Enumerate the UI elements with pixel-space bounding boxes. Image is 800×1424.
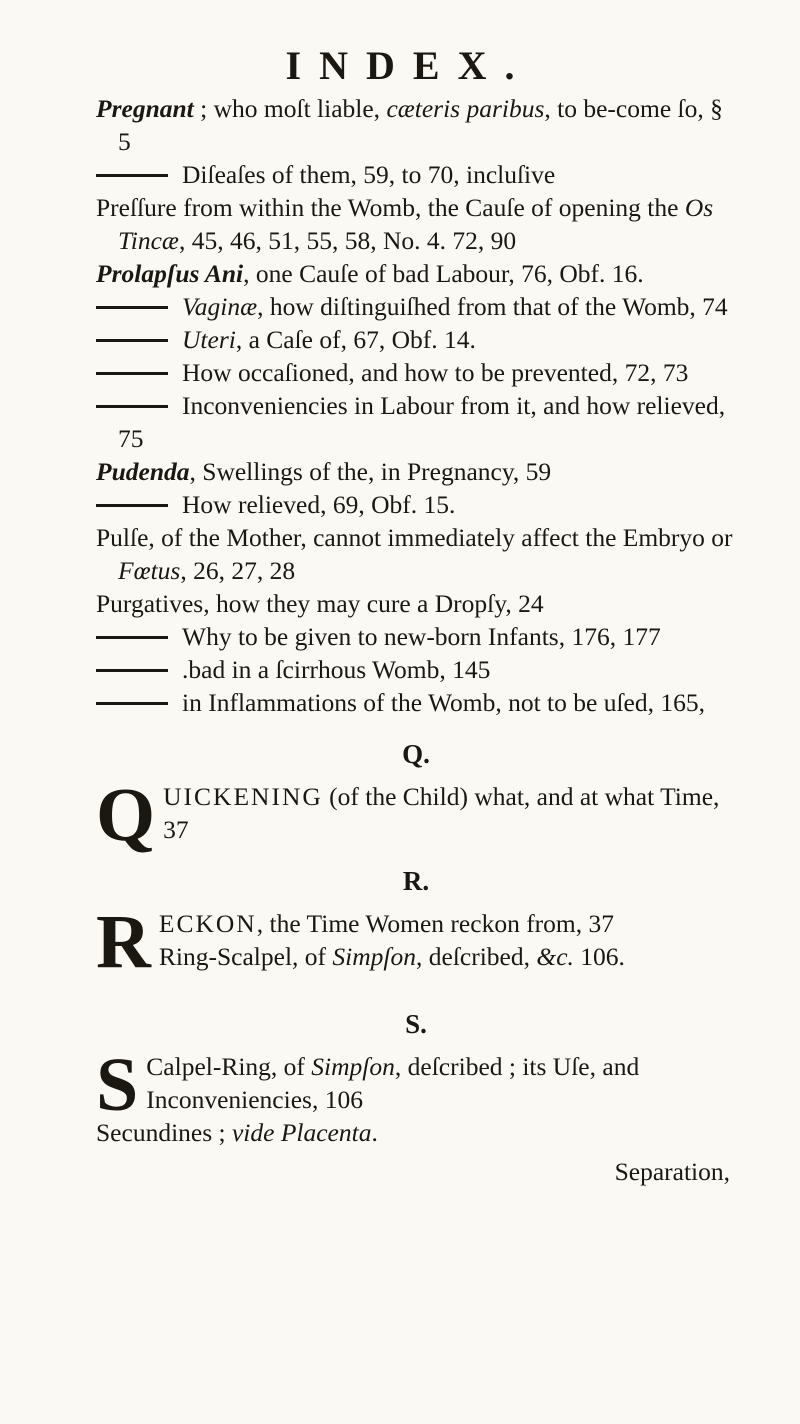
entry-inflammations: in Inflammations of the Womb, not to be uſed, 165,: [96, 686, 736, 719]
entry-inconveniencies: Inconveniencies in Labour from it, and how relieved, 75: [96, 389, 736, 455]
index-entries: [96, 92, 736, 1188]
ditto-dash: [96, 504, 168, 507]
ditto-dash: [96, 372, 168, 375]
entry-scalpel-ring: S Calpel-Ring, of Simpſon, deſcribed ; its Uſe, and Inconveniencies, 106: [96, 1043, 640, 1127]
entry-how-occasioned: How occaſioned, and how to be prevented, 72, 73: [96, 356, 736, 389]
entry-bad-scirrhous: .bad in a ſcirrhous Womb, 145: [96, 653, 736, 686]
running-title: INDEX.: [285, 43, 533, 88]
ditto-dash: [96, 702, 168, 705]
entry-head: Pregnant: [96, 94, 194, 123]
section-letter-s: S.: [405, 1009, 427, 1039]
ditto-dash: [96, 636, 168, 639]
entry-reckon: RECKON, the Time Women reckon from, 37 Ring-Scalpel, of Simpſon, deſcribed, &c. 106.: [96, 900, 625, 984]
ditto-dash: [96, 339, 168, 342]
ditto-dash: [96, 174, 168, 177]
dropcap-q: Q: [96, 773, 156, 857]
entry-uteri: Uteri, a Caſe of, 67, Obf. 14.: [96, 323, 736, 356]
dropcap-s: S: [96, 1043, 139, 1127]
ditto-dash: [96, 405, 168, 408]
dropcap-r: R: [96, 900, 151, 984]
entry-pressure: Preſſure from within the Womb, the Cauſe of opening the Os Tincæ, 45, 46, 51, 55, 58, No. 4. 72, 90: [96, 193, 714, 255]
entry-pulse: Pulſe, of the Mother, cannot immediately affect the Embryo or Fœtus, 26, 27, 28: [96, 523, 733, 585]
section-letter-r: R.: [402, 866, 430, 896]
entry-how-relieved: How relieved, 69, Obf. 15.: [96, 488, 736, 521]
catchword: Separation,: [614, 1157, 730, 1186]
section-letter-q: Q.: [402, 739, 430, 769]
entry-secundines: Secundines ; vide Placenta.: [96, 1118, 378, 1147]
entry-purgatives: Purgatives, how they may cure a Dropſy, 24: [96, 589, 544, 618]
entry-quickening: QUICKENING (of the Child) what, and at what Time, 37: [96, 773, 720, 857]
entry-vaginae: Vaginæ, how diſtinguiſhed from that of the Womb, 74: [96, 290, 736, 323]
entry-prolapsus: Prolapſus Ani, one Cauſe of bad Labour, 76, Obf. 16.: [96, 259, 644, 288]
entry-why-given: Why to be given to new-born Infants, 176, 177: [96, 620, 736, 653]
entry-pudenda: Pudenda, Swellings of the, in Pregnancy, 59: [96, 457, 552, 486]
entry-diseases: Diſeaſes of them, 59, to 70, incluſive: [96, 158, 736, 191]
entry-pregnant: Pregnant ; who moſt liable, cæteris paribus, to be-come ſo, § 5: [96, 94, 723, 156]
ditto-dash: [96, 306, 168, 309]
ditto-dash: [96, 669, 168, 672]
